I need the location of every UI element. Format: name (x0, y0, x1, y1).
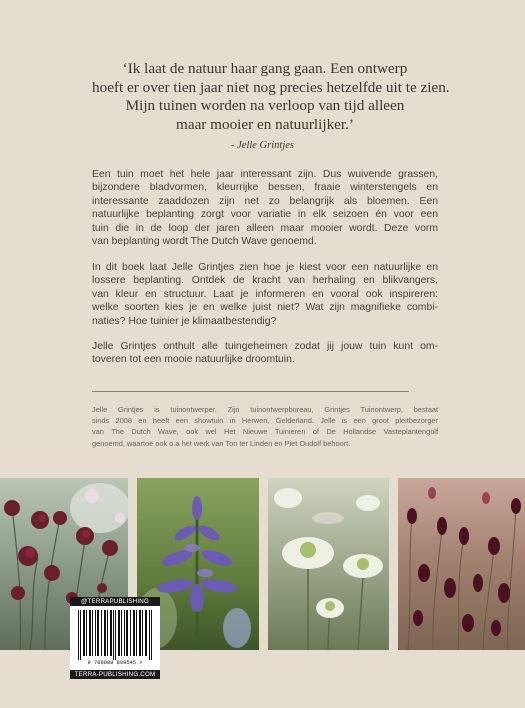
white-green-flowers-photo (268, 478, 389, 650)
quote-line: Mijn tuinen worden na verloop van tijd alleen (125, 97, 405, 114)
barcode-bars (78, 610, 152, 660)
author-bio: Jelle Grintjes is tuinontwerper. Zijn tuinontwerpbureau, Grintjes Tuinontwerp, bestaat sinds 2008 en heeft een showtuin in Herwen, Gelderland. Jelle is een groot pleitbezorger van The Dutch Wave, ook wel Het Nieuwe Tuinieren of De Hollandse Vasteplantengolf genoemd, waartoe ook o.a het werk van Ton ter Linden en Piet Oudolf behoort. (92, 405, 438, 448)
quote-line: maar mooier en natuurlijker.’ (176, 115, 354, 133)
burgundy-sanguisorba-photo (398, 478, 525, 650)
quote-line: ‘Ik laat de natuur haar gang gaan. Een ontwerp (122, 60, 408, 77)
book-paragraph: In dit boek laat Jelle Grintjes zien hoe je kiest voor een natuurlijke en lossere beplanting. Ontdek de kracht van herhaling en blikvangers, van kleur en structuur. Laat je informeren en vooral ook inspireren: welke soorten kies je en welke juist niet? Wat zijn magnifieke combi- naties? Hoe tuinier je klimaatbestendig? (92, 262, 438, 327)
barcode-top-label: @TERRAPUBLISHING (70, 597, 160, 606)
quote-author: - Jelle Grintjes (231, 140, 294, 151)
isbn-number: 9 789089 899545 > (87, 660, 143, 666)
quote-line: hoeft er over tien jaar niet nog precies hetzelfde uit te zien. (92, 78, 450, 96)
barcode (70, 597, 160, 679)
barcode-bottom-label: TERRA-PUBLISHING.COM (70, 670, 160, 679)
divider (92, 391, 409, 392)
closing-paragraph: Jelle Grintjes onthult alle tuingeheimen zodat jij jouw tuin kunt om- toveren tot een mooie natuurlijke droomtuin. (92, 341, 438, 366)
pull-quote (92, 60, 450, 134)
intro-paragraph: Een tuin moet het hele jaar interessant zijn. Dus wuivende grassen, bijzondere bladvormen, kleurrijke bessen, fraaie winterstengels en interessante zaaddozen zijn net zo belangrijk als bloemen. Een natuurlijke beplanting zorgt voor variatie in elk seizoen én voor een tuin die in de loop der jaren alleen maar mooier wordt. Deze vorm van beplanting wordt The Dutch Wave genoemd. (92, 169, 438, 248)
